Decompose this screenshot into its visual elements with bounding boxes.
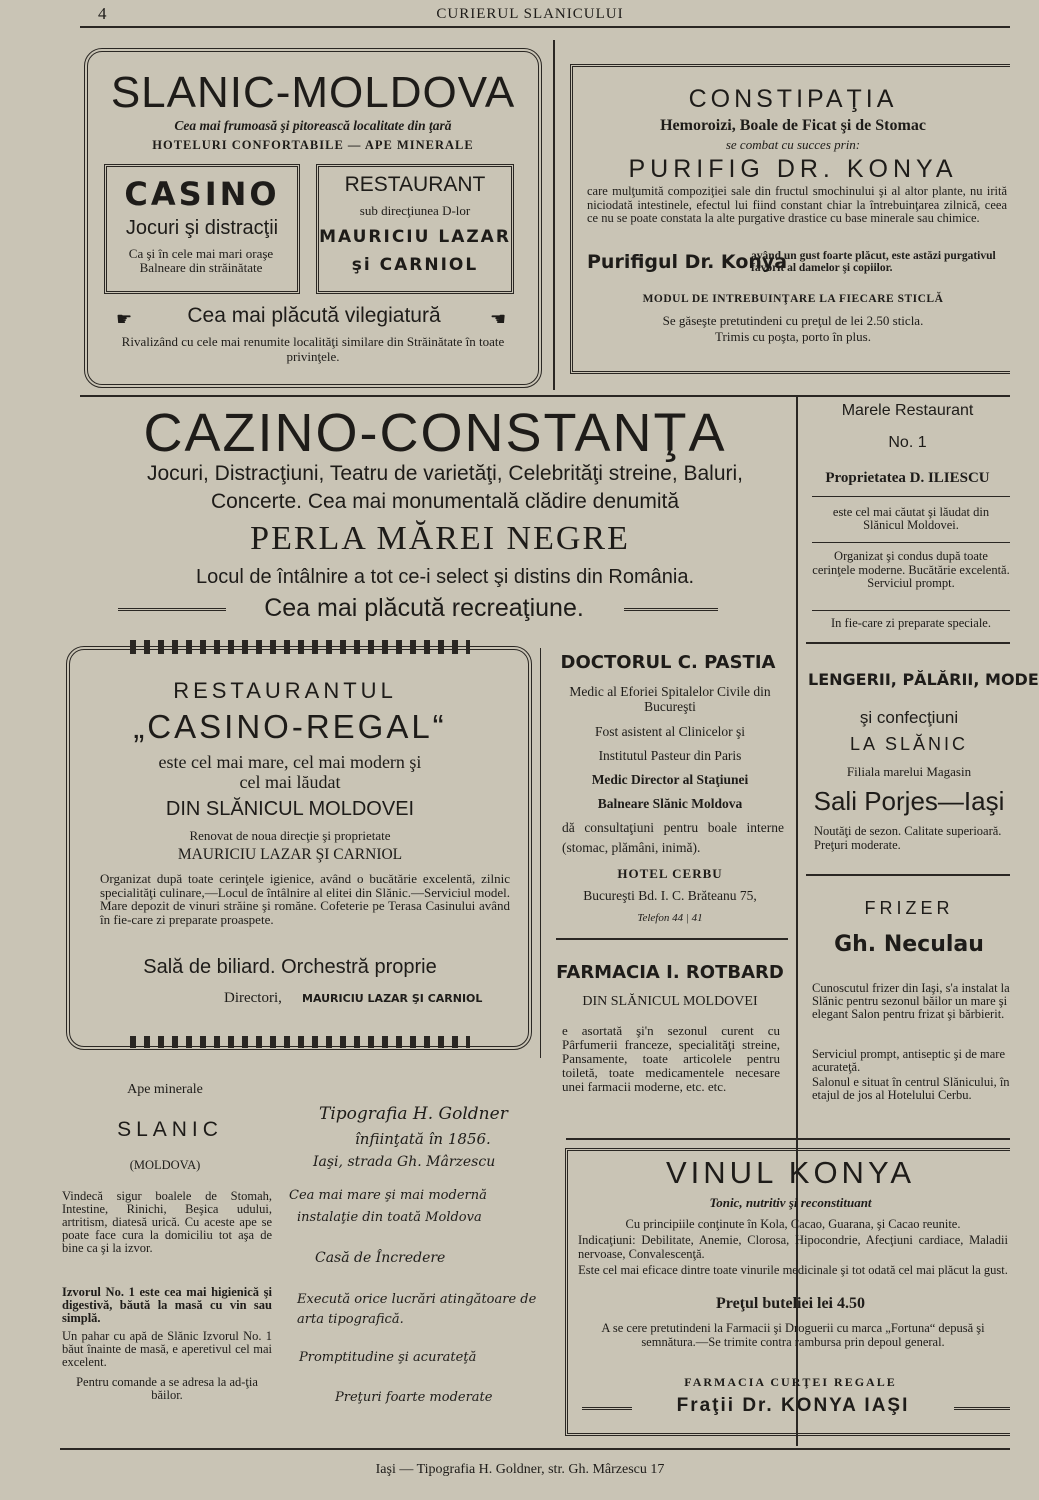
pointing-hand-icon: ☛ — [116, 309, 133, 329]
slanic-subtitle: Cea mai frumoasă şi pitorească localitate din ţară — [174, 118, 452, 133]
pastia-l2: Fost asistent al Clinicelor şi — [595, 724, 745, 739]
ape-text2: Izvorul No. 1 este cea mai higienică şi digestivă, băută la masă cu vin sau simplă. — [62, 1285, 272, 1325]
frizer-text2: Serviciul prompt, antiseptic şi de mare acurateţă. — [812, 1047, 1006, 1074]
frizer-name: Gh. Neculau — [834, 932, 984, 957]
regal-text: Organizat după toate cerinţele igienice, având o bucătărie excelentă, zilnic specialităţi culinare,—Locul de întâlnire al elitei din Slănic.—Serviciul model. Mare depozit de vinuri străine şi romăne. Cofeterie pe Terasa Casinului având în fie-care zi preparate proaspete. — [100, 871, 510, 927]
pastia-l1: Medic al Eforiei Spitalelor Civile din Bucureşti — [569, 684, 771, 714]
header-rule — [80, 26, 1010, 28]
ad-constipatia — [570, 64, 1010, 374]
marele-owner: Proprietatea D. ILIESCU — [825, 470, 990, 486]
farmacia-title: FARMACIA I. ROTBARD — [556, 962, 784, 983]
goldner-l6: Casă de Încredere — [315, 1250, 446, 1266]
vinul-sub: Tonic, nutritiv şi reconstituant — [709, 1195, 872, 1210]
marele-rule2 — [812, 542, 1010, 543]
pastia-l9: Telefon 44 | 41 — [637, 912, 703, 924]
lengerii-l1: şi confecţiuni — [859, 708, 959, 727]
vinul-l3: Este cel mai eficace dintre toate vinurile medicinale şi tot odată cel mai plăcut la gust. — [578, 1263, 1008, 1277]
goldner-l4: Cea mai mare şi mai modernă — [289, 1188, 487, 1203]
regal-line2: este cel mai mare, cel mai modern şi — [158, 752, 422, 772]
marele-text1: este cel mai căutat şi lăudat din Slănicul Moldovei. — [832, 505, 990, 532]
ape-l1: Ape minerale — [127, 1082, 203, 1097]
regal-directori-names: MAURICIU LAZAR ŞI CARNIOL — [302, 992, 483, 1005]
casino-box — [104, 164, 300, 294]
regal-line1: RESTAURANTUL — [173, 678, 397, 703]
casino-title: CASINO — [124, 175, 280, 213]
vinul-l4: A se cere pretutindeni la Farmacii şi Droguerii cu marca „Fortuna“ depusă şi semnătura.—Se trimite contra rambursa prin depoul general. — [601, 1321, 985, 1349]
frizer-text3: Salonul e situat în centrul Slănicului, în etajul de jos al Hotelului Cerbu. — [812, 1075, 1010, 1102]
lengerii-l5: Noutăţi de sezon. Calitate superioară. Preţuri moderate. — [814, 824, 1002, 852]
marele-rule4 — [806, 642, 1010, 644]
cazino-rule-left — [118, 608, 226, 611]
constipatia-brand: PURIFIG DR. KONYA — [628, 155, 958, 183]
pastia-l6: dă consultaţiuni pentru boale interne (stomac, plămâni, inimă). — [562, 820, 784, 855]
constipatia-title: CONSTIPAŢIA — [688, 85, 898, 113]
restaurant-names: MAURICIU LAZAR — [319, 227, 511, 247]
column-rule — [553, 40, 555, 390]
regal-line4: DIN SLĂNICUL MOLDOVEI — [165, 798, 415, 820]
ape-text1: Vindecă sigur boalele de Stomah, Intestine, Rinichi, Beşica udului, artritism, diatesă urică. Cu aceste ape se poate face cura la domiciliu tot aşa de bine ca şi la izvor. — [62, 1189, 272, 1255]
constipatia-post: Trimis cu poşta, porto în plus. — [715, 329, 871, 344]
cazino-line4: Cea mai plăcută recreaţiune. — [264, 594, 584, 622]
constipatia-modul: MODUL DE INTREBUINŢARE LA FIECARE STICLĂ — [642, 293, 944, 305]
regal-line7: Sală de biliard. Orchestră proprie — [143, 956, 437, 978]
column-rule-2 — [540, 648, 541, 1058]
page-number: 4 — [98, 4, 107, 23]
vinul-rule-right — [954, 1407, 1010, 1410]
cazino-perla: PERLA MĂREI NEGRE — [250, 520, 630, 557]
lengerii-l2: LA SLĂNIC — [849, 734, 969, 754]
pastia-l3: Institutul Pasteur din Paris — [598, 748, 742, 763]
regal-line6: MAURICIU LAZAR ŞI CARNIOL — [177, 846, 403, 863]
farmacia-sub: DIN SLĂNICUL MOLDOVEI — [582, 994, 758, 1009]
regal-line3: cel mai lăudat — [239, 772, 341, 792]
vinul-price: Preţul buteliei lei 4.50 — [715, 1295, 865, 1312]
cazino-line1: Jocuri, Distracţiuni, Teatru de varietăţi, Celebrităţi streine, Baluri, — [146, 462, 744, 485]
marele-rule1 — [812, 496, 1010, 497]
casino-sub: Jocuri şi distracţii — [125, 217, 279, 239]
vinul-l5: FARMACIA CURŢEI REGALE — [684, 1375, 897, 1389]
casino-text: Ca şi în cele mai mari oraşe Balneare din străinătate — [128, 246, 274, 275]
restaurant-title: RESTAURANT — [344, 173, 486, 196]
pastia-l5: Balneare Slănic Moldova — [597, 796, 743, 811]
footer-rule — [60, 1448, 1010, 1450]
cazino-title: CAZINO-CONSTANŢA — [143, 403, 727, 463]
ape-l3: (MOLDOVA) — [129, 1158, 201, 1172]
farmacia-text: e asortată şi'n sezonul curent cu Pârfumerii franceze, specialităţi streine, Pansamente, toate articolele pentru toiletă, toate medicamentele necesare unei farmacii moderne, etc. etc. — [562, 1023, 780, 1094]
frizer-rule — [566, 1138, 1010, 1140]
goldner-l2: înfiinţată în 1856. — [355, 1130, 491, 1148]
regal-directori: Directori, — [224, 990, 282, 1006]
pastia-l8: Bucureşti Bd. I. C. Brăteanu 75, — [583, 888, 757, 903]
goldner-l7: Execută orice lucrări atingătoare de arta tipografică. — [297, 1292, 537, 1327]
goldner-l3: Iaşi, strada Gh. Mârzescu — [313, 1154, 496, 1170]
lengerii-rule — [806, 874, 1010, 876]
vinul-l1: Cu principiile conţinute în Kola, Cacao, Guarana, şi Cacao reunite. — [625, 1217, 961, 1231]
marele-text3: In fie-care zi preparate speciale. — [831, 616, 991, 630]
slanic-footer: Rivalizând cu cele mai renumite localităţi similare din Străinătate în toate privinţele. — [121, 334, 505, 364]
restaurant-names2: şi CARNIOL — [351, 255, 479, 275]
constipatia-text: care mulţumită compoziţiei sale din fructul smochinului şi al altor plante, nu irită niciodată intestinele, efectul lui fiind constant chiar la întrebuinţarea zilnică, ceea ce nu se poate constata la alte purgative drastice cu base minerale sau chimice. — [587, 184, 1007, 225]
pastia-l4: Medic Director al Staţiunei — [591, 772, 749, 787]
vinul-l6: Fraţii Dr. KONYA IAŞI — [676, 1395, 910, 1416]
frizer-title: FRIZER — [864, 898, 954, 918]
vinul-l2: Indicaţiuni: Debilitate, Anemie, Clorosa, Hipocondrie, Afecţiuni cardiace, Maladii nervoase, Convalescenţă. — [578, 1233, 1008, 1261]
lengerii-l3: Filiala marelui Magasin — [846, 764, 972, 779]
cazino-line2: Concerte. Cea mai monumentală clădire denumită — [210, 490, 680, 513]
slanic-line2: HOTELURI CONFORTABILE — APE MINERALE — [152, 138, 474, 152]
marele-rule3 — [812, 610, 1010, 611]
goldner-l5: instalaţie din toată Moldova — [297, 1210, 482, 1225]
purifigul-label: Purifigul Dr. Konya — [587, 251, 788, 273]
ad-slanic-moldova — [84, 48, 542, 388]
goldner-l1: Tipografia H. Goldner — [319, 1104, 508, 1124]
vinul-title: VINUL KONYA — [666, 1155, 915, 1190]
constipatia-line: se combat cu succes prin: — [725, 137, 861, 152]
pastia-l7: HOTEL CERBU — [617, 866, 723, 881]
restaurant-sub: sub direcţiunea D-lor — [359, 203, 471, 218]
pastia-rule — [556, 938, 788, 940]
lengerii-title: LENGERII, PĂLĂRII, MODE — [808, 670, 1039, 689]
purifigul-text: având un gust foarte plăcut, este astăzi purgativul favorit al damelor şi copiilor. — [751, 250, 996, 274]
cazino-line3: Locul de întâlnire a tot ce-i select şi distins din România. — [195, 566, 695, 588]
section-rule — [80, 395, 1010, 397]
running-head: CURIERUL SLANICULUI — [436, 6, 624, 22]
constipatia-price: Se găseşte pretutindeni cu preţul de lei 2.50 sticla. — [662, 313, 924, 328]
marele-text2: Organizat şi condus după toate cerinţele moderne. Bucătărie excelentă. Serviciul prompt. — [812, 549, 1010, 590]
regal-title: „CASINO-REGAL“ — [133, 708, 447, 745]
ad-casino-regal — [66, 646, 532, 1050]
lengerii-l4: Sali Porjes—Iaşi — [813, 786, 1005, 816]
ape-l2: SLANIC — [117, 1118, 223, 1141]
pastia-title: DOCTORUL C. PASTIA — [560, 652, 776, 673]
goldner-l8: Promptitudine şi acurateţă — [299, 1350, 477, 1365]
constipatia-subtitle: Hemoroizi, Boale de Ficat şi de Stomac — [660, 117, 926, 134]
goldner-l9: Preţuri foarte moderate — [335, 1390, 493, 1405]
ad-goldner — [285, 1100, 555, 1440]
frizer-text1: Cunoscutul frizer din Iaşi, s'a instalat la Slănic pentru sezonul băilor un mare şi elegant Salon pentru frizat şi bărbierit. — [812, 981, 1010, 1021]
ornament-bottom-border — [130, 1036, 470, 1048]
cazino-rule-right — [624, 608, 718, 611]
marele-no: No. 1 — [888, 434, 927, 451]
vinul-rule-left — [582, 1407, 632, 1410]
ape-text4: Pentru comande a se adresa la ad-ţia băilor. — [76, 1375, 258, 1402]
ape-text3: Un pahar cu apă de Slănic Izvorul No. 1 băut înainte de masă, e aperetivul cel mai excelent. — [62, 1329, 272, 1369]
ornament-top-border — [130, 640, 470, 654]
slanic-title: SLANIC-MOLDOVA — [110, 68, 516, 117]
ad-vinul-konya — [565, 1148, 1010, 1436]
regal-line5: Renovat de noua direcţie şi proprietate — [189, 828, 391, 843]
pointing-hand-icon-right: ☚ — [490, 309, 507, 329]
slanic-vilegiatura: Cea mai plăcută vilegiatură — [187, 304, 441, 327]
marele-title: Marele Restaurant — [841, 402, 974, 419]
restaurant-box — [316, 164, 514, 294]
footer-text: Iaşi — Tipografia H. Goldner, str. Gh. Mârzescu 17 — [375, 1462, 665, 1477]
